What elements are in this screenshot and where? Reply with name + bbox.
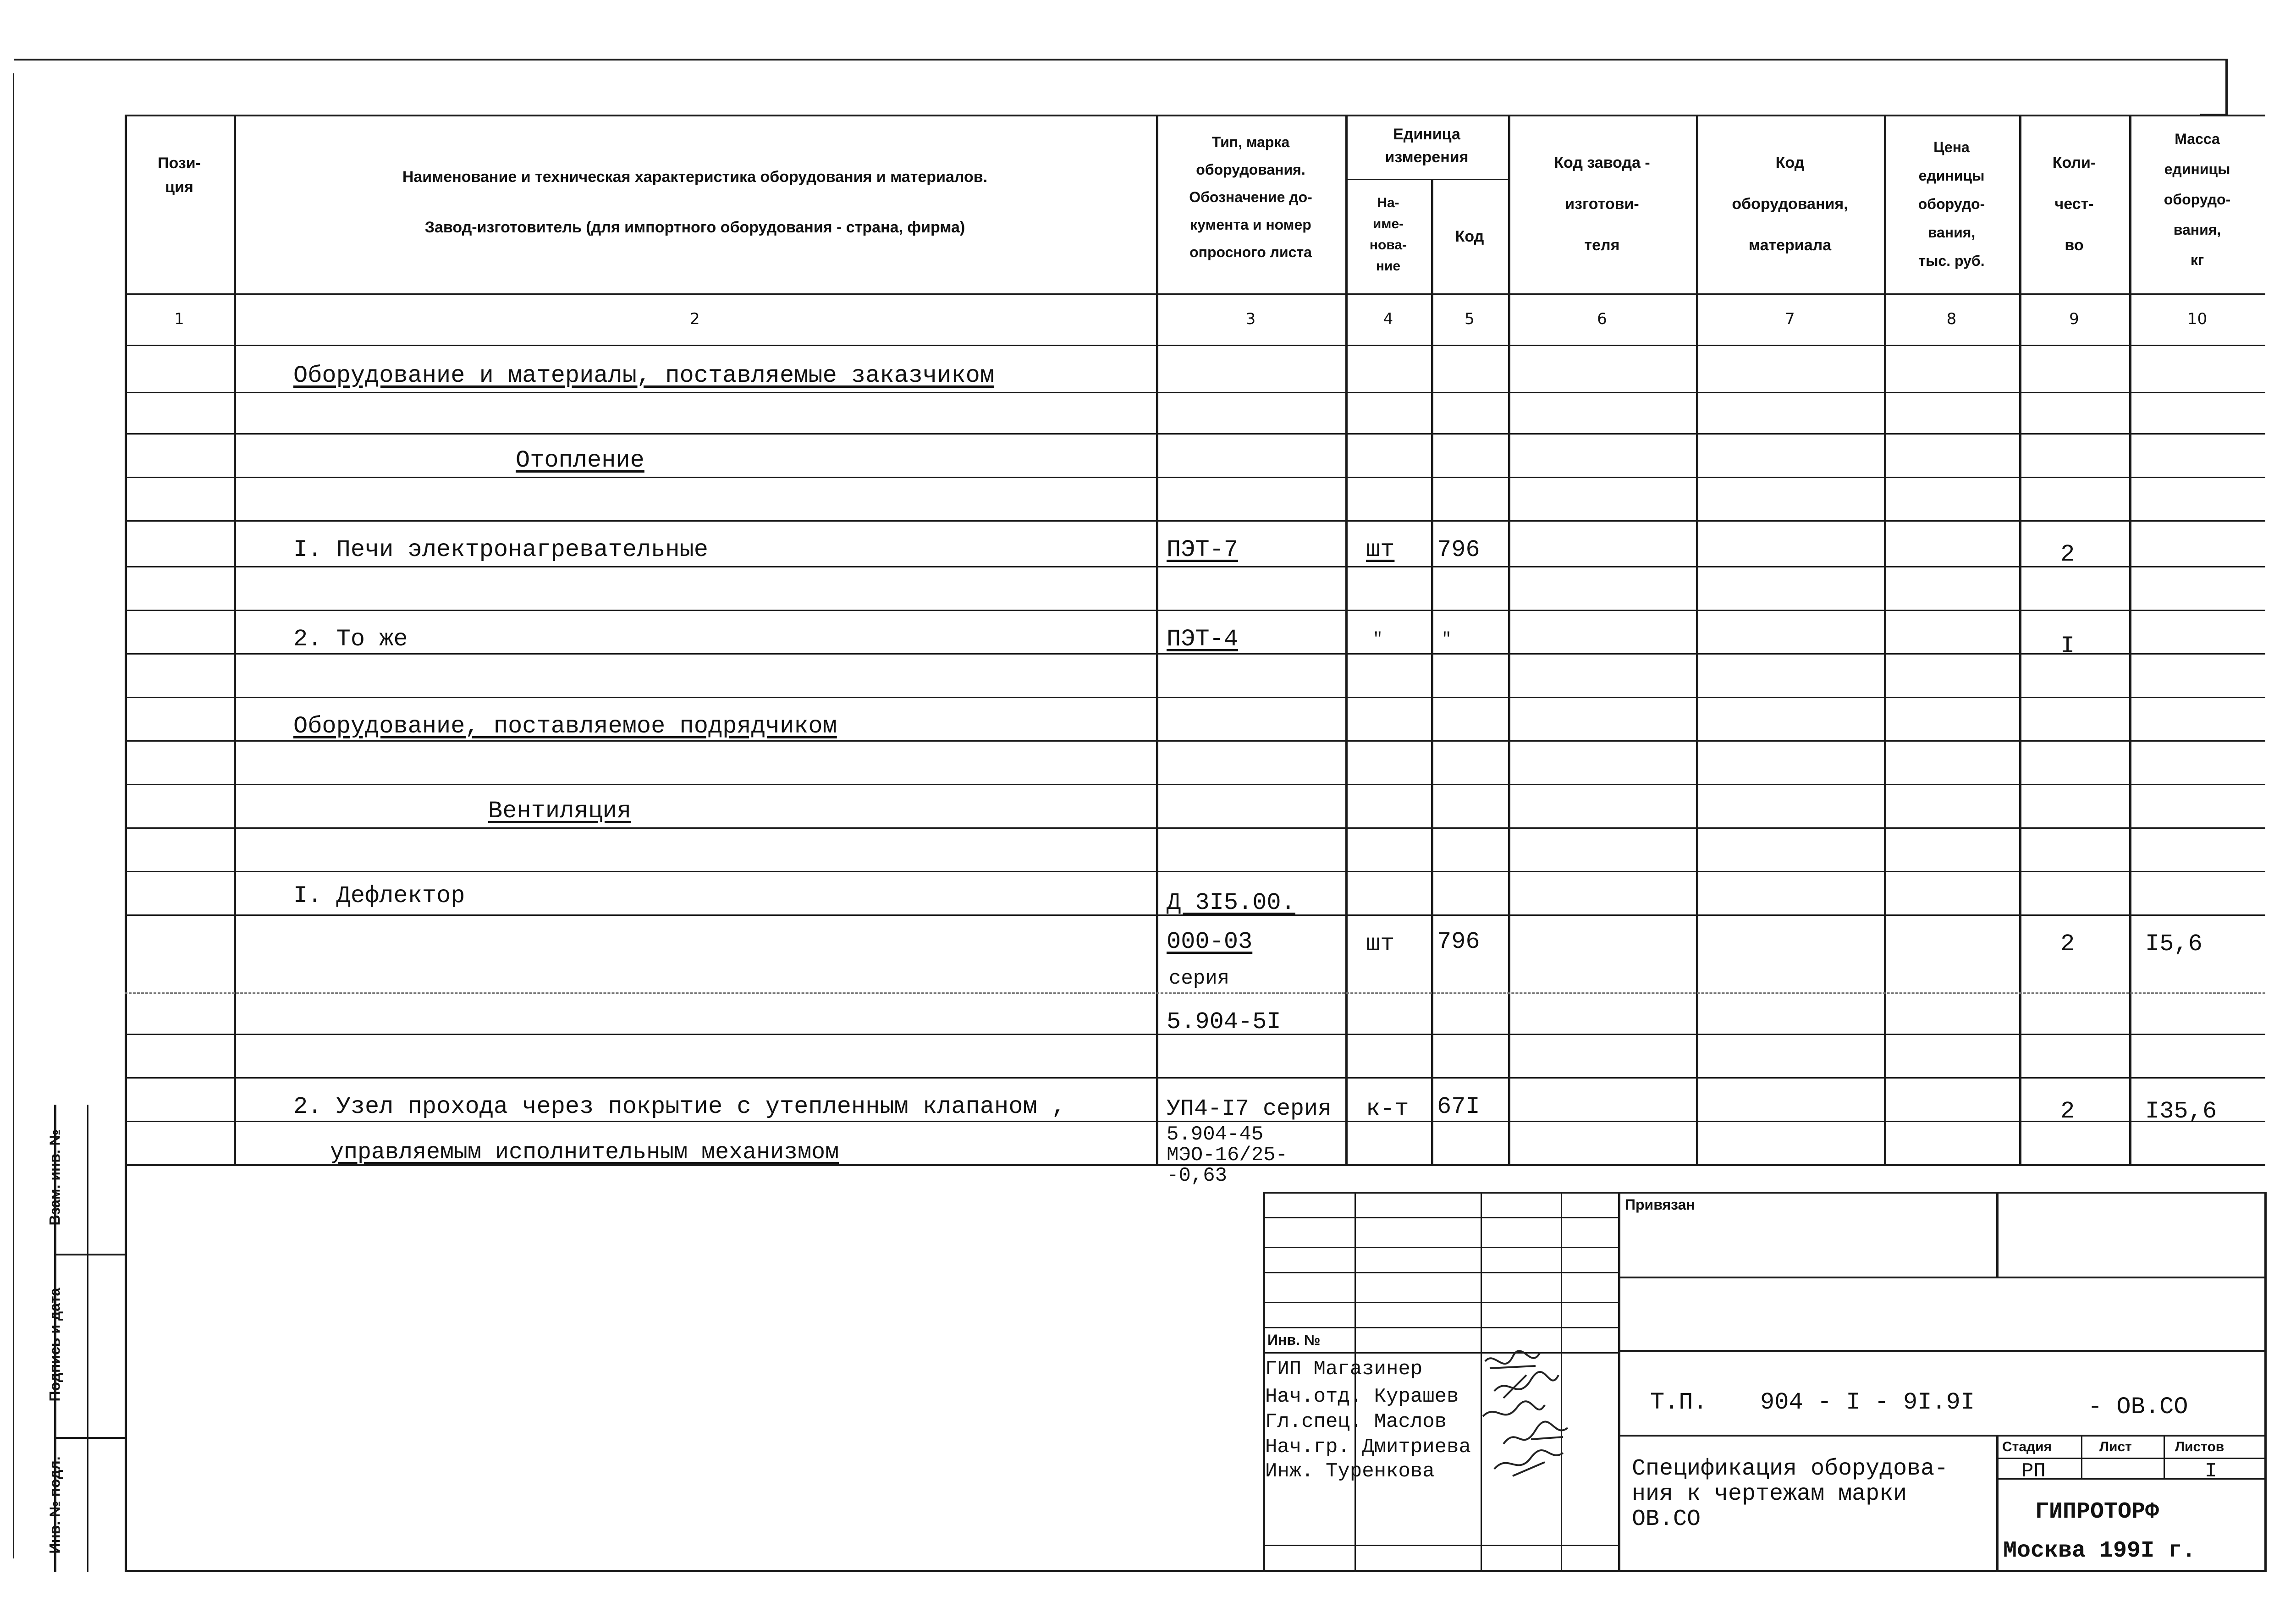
- row-rule: [125, 697, 2265, 698]
- item2-name: 2. То же: [293, 626, 408, 653]
- tb-col: [1996, 1435, 1999, 1572]
- col-line-8: [2019, 115, 2021, 1164]
- item3-mass: I5,6: [2145, 930, 2202, 958]
- item3-type-line1: Д 3I5.00.: [1167, 889, 1295, 916]
- row-rule: [125, 871, 2265, 872]
- signatures-graphic: [1476, 1348, 1586, 1481]
- sheets-value: I: [2205, 1460, 2217, 1483]
- item1-name: I. Печи электронагревательные: [293, 536, 708, 563]
- row-rule: [125, 477, 2265, 478]
- header-name-line1: Наименование и техническая характеристика оборудования и материалов.: [402, 168, 988, 186]
- item4-name-line1: 2. Узел прохода через покрытие с утепленным клапаном ,: [293, 1093, 1066, 1120]
- col-number-2: 2: [690, 310, 700, 328]
- side-vzam-label: Взам. инв. №: [46, 1129, 63, 1226]
- row-rule: [125, 827, 2265, 829]
- row-rule: [125, 740, 2265, 742]
- item2-code: ": [1442, 630, 1452, 649]
- tb-col: [1354, 1192, 1356, 1572]
- attached-label: Привязан: [1625, 1196, 1695, 1213]
- tb-row: [1263, 1545, 1618, 1546]
- header-unit-group: Единица измерения: [1385, 126, 1469, 166]
- table-top-border: [125, 115, 2265, 116]
- city-year: Москва 199I г.: [2003, 1538, 2196, 1564]
- table-left-border: [125, 115, 127, 1572]
- item4-type-line1: УП4-I7 серия: [1167, 1096, 1332, 1122]
- org-name: ГИПРОТОРФ: [2035, 1499, 2159, 1525]
- header-bottom-rule: [125, 293, 2265, 295]
- item3-code: 796: [1437, 928, 1480, 955]
- left-margin-line: [13, 73, 14, 1558]
- header-unit-name: На- име- нова- ние: [1369, 195, 1407, 274]
- section-heating: Отопление: [516, 447, 644, 474]
- section-contractor-supplied: Оборудование, поставляемое подрядчиком: [293, 713, 837, 740]
- item4-type-line2: 5.904-45: [1167, 1123, 1264, 1146]
- tb-row: [1263, 1247, 1618, 1248]
- header-price: Цена единицы оборудо- вания, тыс. руб.: [1918, 139, 1985, 269]
- header-position: Пози- ция: [158, 154, 201, 196]
- tb-row: [1996, 1458, 2264, 1459]
- right-frame-edge: [2225, 60, 2228, 115]
- col-number-5: 5: [1465, 310, 1475, 328]
- tb-col: [1618, 1192, 1620, 1572]
- row-rule: [125, 1077, 2265, 1079]
- item3-qty: 2: [2060, 930, 2075, 958]
- tb-row: [1618, 1350, 2264, 1352]
- item1-qty: 2: [2060, 541, 2075, 568]
- item4-qty: 2: [2060, 1098, 2075, 1125]
- inv-number-label: Инв. №: [1267, 1332, 1321, 1348]
- col-line-2: [1156, 115, 1158, 1164]
- item4-unit: к-т: [1366, 1096, 1409, 1123]
- col-number-1: 1: [174, 310, 184, 328]
- row-rule: [125, 566, 2265, 567]
- header-type: Тип, марка оборудования. Обозначение до- кумента и номер опросного листа: [1189, 134, 1312, 260]
- item1-code: 796: [1437, 536, 1480, 563]
- item2-qty: I: [2060, 633, 2075, 660]
- side-stamp-inner: [87, 1105, 88, 1572]
- row-rule: [125, 784, 2265, 785]
- sheet-label: Лист: [2099, 1439, 2132, 1454]
- side-stamp-rule: [54, 1437, 125, 1439]
- doc-title-line3: ОВ.СО: [1632, 1506, 1701, 1532]
- section-customer-supplied: Оборудование и материалы, поставляемые заказчиком: [293, 362, 995, 389]
- header-quantity: Коли- чест- во: [2052, 154, 2096, 254]
- tb-row: [1618, 1277, 2264, 1278]
- item4-type-line4: -0,63: [1167, 1164, 1228, 1187]
- side-inv-podl-label: Инв. № подл.: [46, 1456, 63, 1554]
- col-number-7: 7: [1785, 310, 1795, 328]
- row-rule-dashed: [125, 992, 2265, 994]
- doc-code-prefix: Т.П.: [1650, 1389, 1707, 1416]
- header-factory-code: Код завода - изготови- теля: [1554, 154, 1650, 254]
- staff-line-1: ГИП Магазинер: [1265, 1358, 1423, 1381]
- item4-mass: I35,6: [2145, 1098, 2217, 1125]
- row-rule: [125, 520, 2265, 522]
- doc-title-line2: ния к чертежам марки: [1632, 1481, 1907, 1507]
- top-frame-line: [14, 59, 2228, 61]
- row-rule: [125, 392, 2265, 393]
- section-ventilation: Вентиляция: [488, 798, 632, 825]
- col-line-5: [1508, 115, 1510, 1164]
- title-block-top: [1263, 1192, 2264, 1194]
- side-stamp-rule: [54, 1254, 125, 1255]
- sheets-label: Листов: [2175, 1439, 2224, 1454]
- item3-unit: шт: [1366, 930, 1395, 958]
- tb-stage-col: [2164, 1435, 2165, 1478]
- item2-unit: ": [1373, 630, 1383, 649]
- doc-title-line1: Спецификация оборудова-: [1632, 1456, 1949, 1482]
- stage-label: Стадия: [2002, 1439, 2052, 1454]
- col-number-4: 4: [1383, 310, 1393, 328]
- header-name-line2: Завод-изготовитель (для импортного оборудования - страна, фирма): [424, 219, 965, 236]
- item3-series-number: 5.904-5I: [1167, 1008, 1281, 1035]
- header-number-rule: [125, 345, 2265, 346]
- col-number-6: 6: [1597, 310, 1607, 328]
- header-mass: Масса единицы оборудо- вания, кг: [2164, 131, 2231, 268]
- staff-line-3: Гл.спец. Маслов: [1265, 1410, 1447, 1433]
- item2-type: ПЭТ-4: [1167, 626, 1239, 653]
- tb-row: [1263, 1272, 1618, 1273]
- item3-type-line2: 000-03: [1167, 928, 1253, 955]
- col-line-6: [1696, 115, 1698, 1164]
- item1-type: ПЭТ-7: [1167, 536, 1239, 563]
- tb-right: [2264, 1192, 2267, 1572]
- item1-unit: шт: [1366, 536, 1395, 563]
- doc-code-main: 904 - I - 9I.9I: [1760, 1389, 1975, 1416]
- row-rule: [125, 610, 2265, 611]
- header-equipment-code: Код оборудования, материала: [1732, 154, 1848, 254]
- tb-stage-col: [2081, 1435, 2082, 1478]
- title-block-left: [1263, 1192, 1265, 1572]
- item4-name-line2: управляемым исполнительным механизмом: [330, 1140, 839, 1166]
- col-line-1: [234, 115, 236, 1164]
- col-number-3: 3: [1245, 310, 1256, 328]
- tb-row: [1263, 1302, 1618, 1303]
- doc-code-suffix: - ОВ.СО: [2088, 1393, 2188, 1420]
- staff-line-5: Инж. Туренкова: [1265, 1460, 1435, 1483]
- unit-group-rule: [1345, 179, 1508, 180]
- staff-line-2: Нач.отд. Курашев: [1265, 1385, 1459, 1408]
- row-rule: [125, 433, 2265, 435]
- side-podpis-label: Подпись и дата: [46, 1288, 63, 1402]
- header-unit-code: Код: [1455, 228, 1484, 245]
- title-block-bottom: [125, 1570, 2265, 1572]
- col-number-10: 10: [2187, 310, 2208, 328]
- tb-row: [1618, 1435, 2264, 1437]
- item4-type-line3: МЭО-16/25-: [1167, 1144, 1288, 1167]
- row-rule: [125, 653, 2265, 655]
- tb-row: [1263, 1217, 1618, 1218]
- stage-value: РП: [2021, 1460, 2046, 1483]
- tb-col: [1996, 1192, 1999, 1277]
- item4-code: 67I: [1437, 1093, 1480, 1120]
- item3-name: I. Дефлектор: [293, 882, 465, 909]
- col-number-8: 8: [1946, 310, 1957, 328]
- col-number-9: 9: [2069, 310, 2079, 328]
- item3-series-label: серия: [1169, 967, 1230, 990]
- tb-row: [1263, 1327, 1618, 1328]
- staff-line-4: Нач.гр. Дмитриева: [1265, 1436, 1471, 1459]
